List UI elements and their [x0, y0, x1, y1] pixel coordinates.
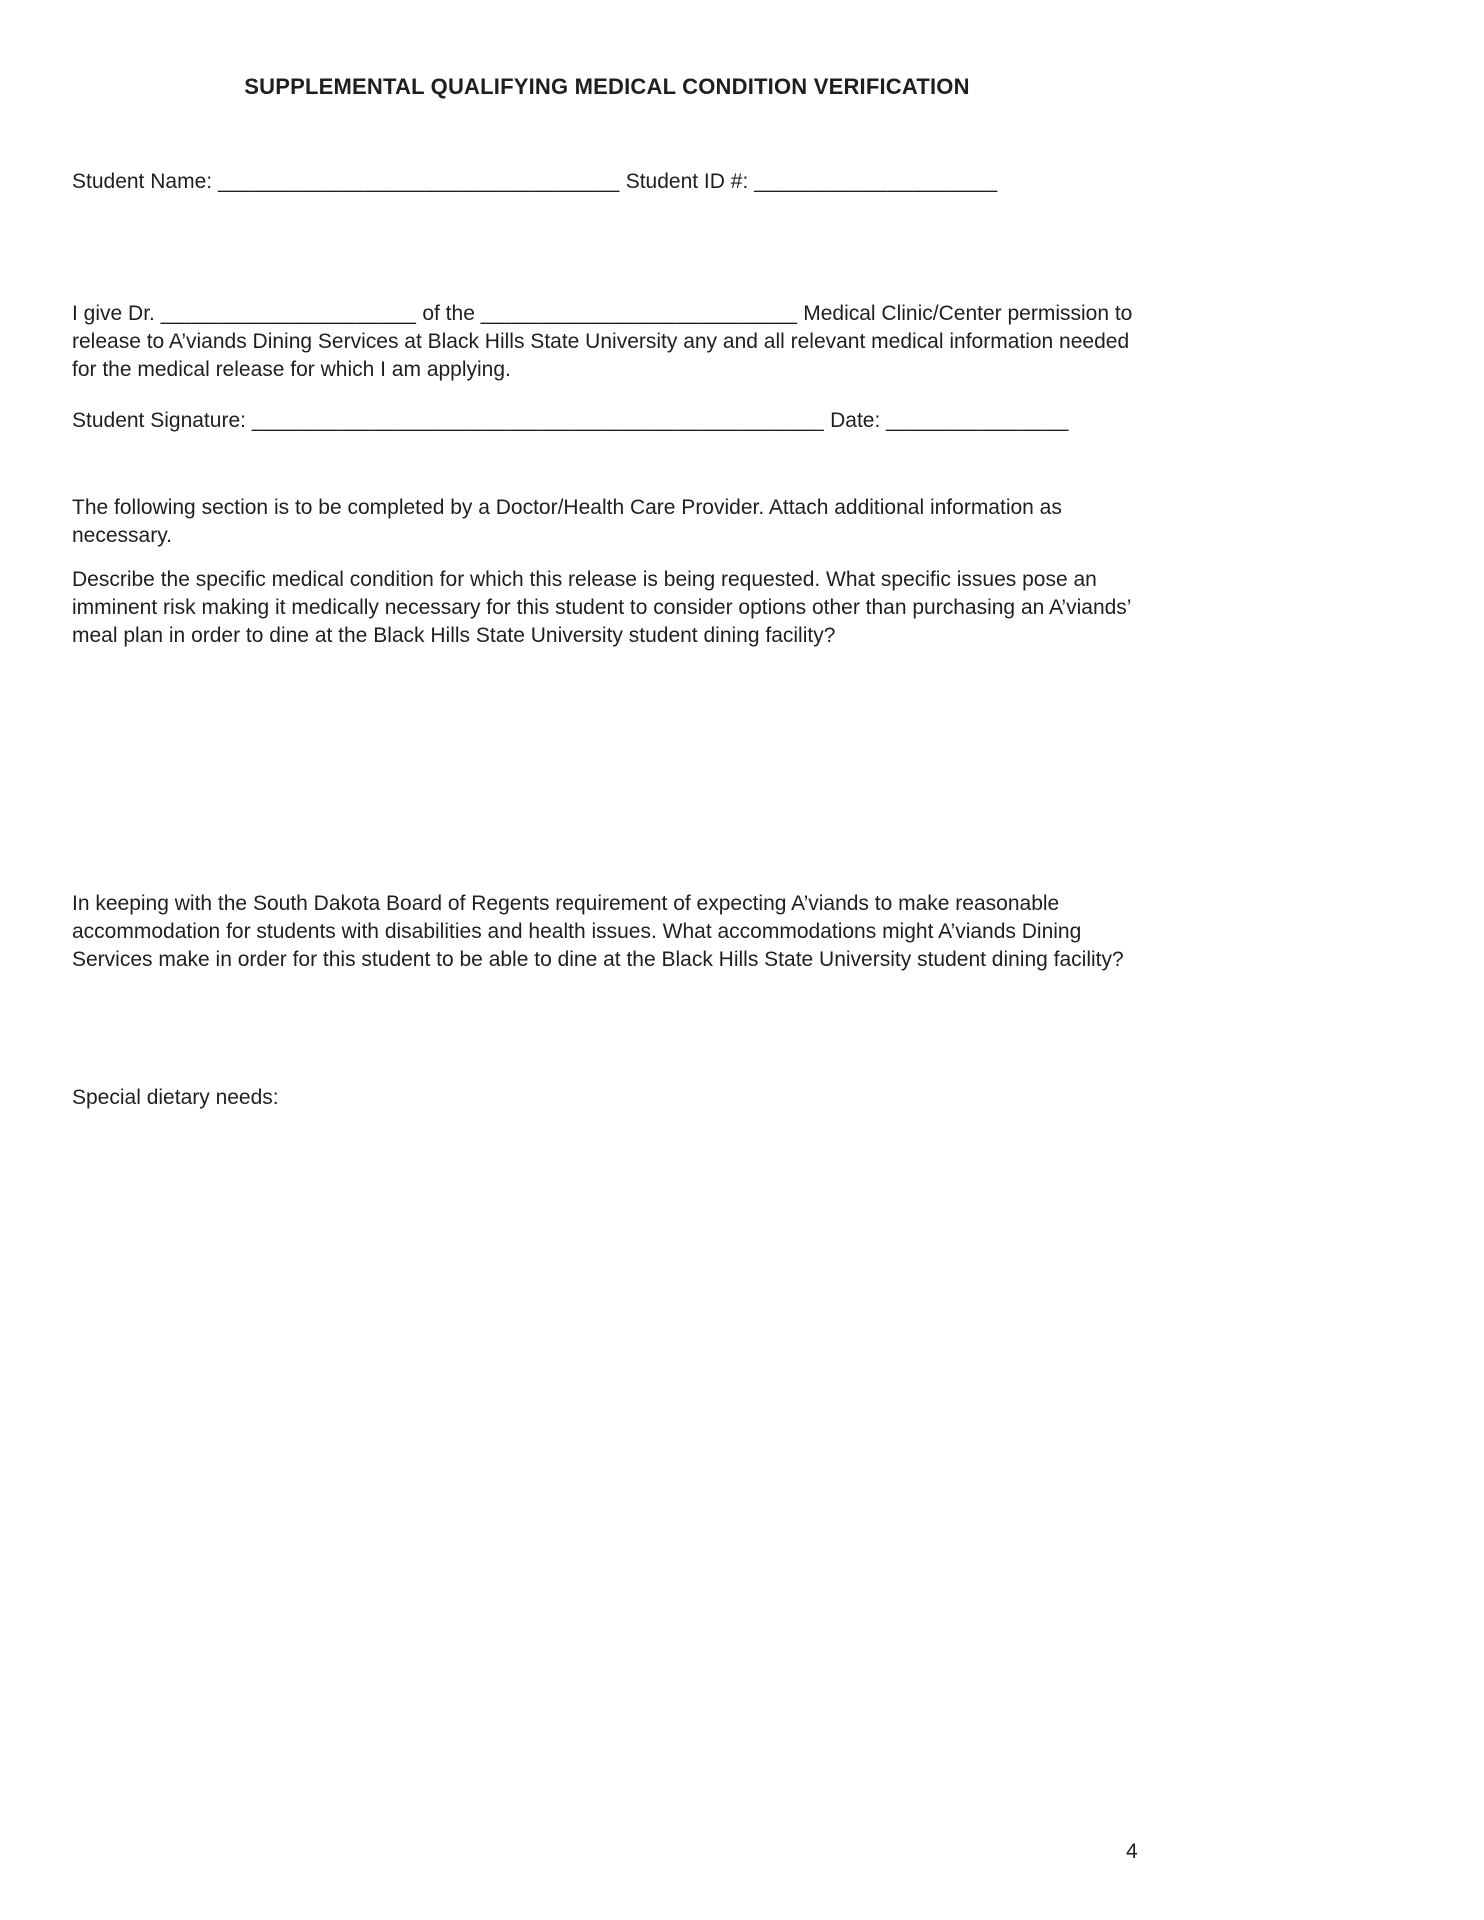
page-number: 4 — [1126, 1840, 1138, 1863]
student-signature-label: Student Signature: — [72, 409, 246, 432]
student-name-label: Student Name: — [72, 170, 213, 193]
special-dietary-needs-label: Special dietary needs: — [72, 1086, 279, 1109]
student-name-blank: _________________________________ — [217, 170, 620, 193]
authorization-middle: of the — [422, 302, 475, 325]
student-id-label: Student ID #: — [625, 170, 749, 193]
student-id-blank: ____________________ — [754, 170, 998, 193]
date-label: Date: — [830, 409, 881, 432]
student-info-line — [72, 168, 1142, 196]
document-content — [72, 0, 1142, 1112]
authorization-paragraph — [72, 300, 1142, 384]
doctor-name-blank: _____________________ — [160, 302, 417, 325]
signature-date-line — [72, 407, 1142, 435]
page-title: SUPPLEMENTAL QUALIFYING MEDICAL CONDITION VERIFICATION — [244, 74, 970, 99]
provider-section-note: The following section is to be completed by a Doctor/Health Care Provider. Attach additional information as necessary. — [72, 496, 1062, 547]
authorization-prefix: I give Dr. — [72, 302, 155, 325]
question-medical-condition: Describe the specific medical condition for which this release is being requested. What specific issues pose an imminent risk making it medically necessary for this student to consider options other than purchasing an A’viands’ meal plan in order to dine at the Black Hills State University student dining facility? — [72, 568, 1131, 647]
question-accommodations: In keeping with the South Dakota Board of Regents requirement of expecting A’viands to make reasonable accommodation for students with disabilities and health issues. What accommodations might A’viands Dining Services make in order for this student to be able to dine at the Black Hills State University student dining facility? — [72, 892, 1124, 971]
authorization-suffix: Medical Clinic/Center permission to release to A’viands Dining Services at Black Hills State University any and all relevant medical information needed for the medical release for which I am applying. — [72, 302, 1133, 381]
clinic-name-blank: __________________________ — [480, 302, 798, 325]
student-signature-blank: _______________________________________________ — [251, 409, 825, 432]
date-blank: _______________ — [886, 409, 1069, 432]
